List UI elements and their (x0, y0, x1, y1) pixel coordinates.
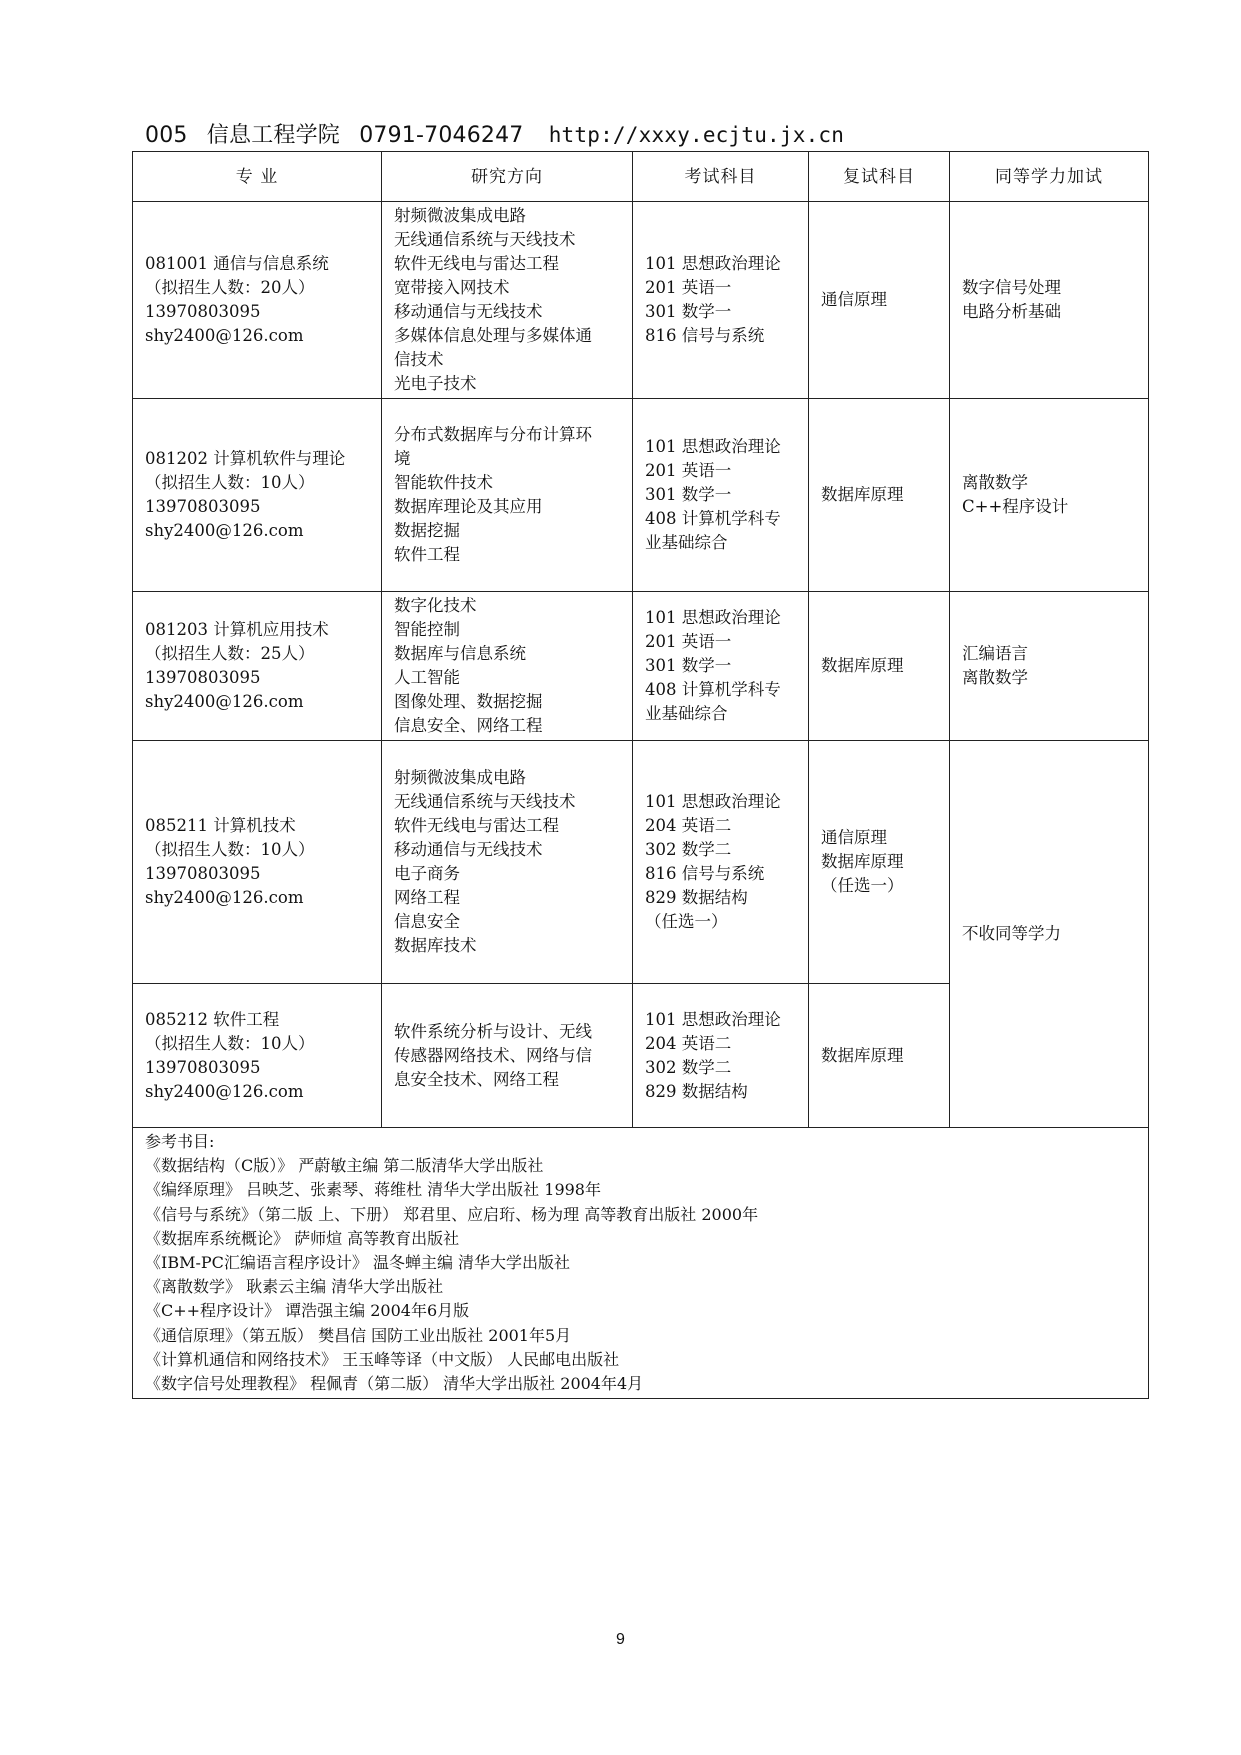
direction-item: 分布式数据库与分布计算环 (394, 425, 592, 444)
major-phone: 13970803095 (145, 864, 261, 883)
exam-item: 201 英语一 (645, 461, 732, 480)
direction-item: 无线通信系统与天线技术 (394, 792, 576, 811)
exam-item: 301 数学一 (645, 485, 732, 504)
direction-item: 信技术 (394, 350, 444, 369)
table-row (133, 202, 1149, 399)
direction-cell (382, 202, 633, 399)
exam-item: 101 思想政治理论 (645, 608, 781, 627)
retest-item: 数据库原理 (821, 656, 904, 675)
reference-item: 《数据库系统概论》 萨师煊 高等教育出版社 (145, 1228, 460, 1248)
exam-item: 829 数据结构 (645, 1081, 748, 1101)
equivalent-item: C++程序设计 (962, 497, 1069, 516)
direction-item: 移动通信与无线技术 (394, 302, 543, 321)
direction-item: 网络工程 (394, 888, 460, 907)
direction-cell (382, 741, 633, 984)
references-row (133, 1128, 1149, 1399)
reference-item: 《编绎原理》 吕映芝、张素琴、蒋维杜 清华大学出版社 1998年 (145, 1180, 601, 1200)
reference-item: 《C++程序设计》 谭浩强主编 2004年6月版 (145, 1301, 470, 1321)
exam-item: 302 数学二 (645, 1057, 732, 1077)
retest-item: 数据库原理 (821, 485, 904, 504)
retest-cell (809, 984, 950, 1128)
major-email: shy2400@126.com (145, 692, 304, 711)
exam-item: 408 计算机学科专 (645, 509, 781, 528)
direction-item: 人工智能 (394, 668, 460, 687)
major-phone: 13970803095 (145, 497, 261, 516)
retest-cell (809, 741, 950, 984)
reference-item: 《信号与系统》（第二版 上、下册） 郑君里、应启珩、杨为理 高等教育出版社 2000年 (145, 1204, 759, 1224)
header-row (133, 152, 1149, 202)
reference-item: 《IBM-PC汇编语言程序设计》 温冬蝉主编 清华大学出版社 (145, 1253, 571, 1273)
col-header-equivalent: 同等学力加试 (950, 152, 1149, 202)
major-name: 081202 计算机软件与理论 (145, 449, 346, 468)
retest-item: 通信原理 (821, 290, 887, 309)
major-cell (133, 984, 382, 1128)
major-cell (133, 399, 382, 592)
major-quota: （拟招生人数：20人） (145, 278, 315, 297)
major-name: 085212 软件工程 (145, 1009, 280, 1029)
direction-item: 数据挖掘 (394, 521, 460, 540)
exam-cell (633, 399, 809, 592)
direction-item: 宽带接入网技术 (394, 278, 510, 297)
direction-item: 射频微波集成电路 (394, 768, 526, 787)
equivalent-item: 离散数学 (962, 668, 1028, 687)
table-row (133, 399, 1149, 592)
major-email: shy2400@126.com (145, 888, 304, 907)
exam-item: 301 数学一 (645, 302, 732, 321)
direction-item: 传感器网络技术、网络与信 (394, 1045, 592, 1065)
col-header-direction: 研究方向 (382, 152, 633, 202)
direction-item: 数字化技术 (394, 596, 477, 615)
reference-item: 《数字信号处理教程》 程佩青（第二版） 清华大学出版社 2004年4月 (145, 1374, 644, 1394)
page-heading (145, 118, 844, 149)
retest-cell (809, 202, 950, 399)
major-phone: 13970803095 (145, 302, 261, 321)
admissions-table (132, 151, 1149, 1399)
direction-item: 息安全技术、网络工程 (394, 1069, 559, 1089)
retest-item: 通信原理 (821, 828, 887, 847)
college-code: 005 (145, 123, 188, 148)
col-header-retest: 复试科目 (809, 152, 950, 202)
reference-item: 《通信原理》（第五版） 樊昌信 国防工业出版社 2001年5月 (145, 1325, 572, 1345)
direction-item: 图像处理、数据挖掘 (394, 692, 543, 711)
major-cell (133, 592, 382, 741)
major-email: shy2400@126.com (145, 521, 304, 540)
exam-item: 101 思想政治理论 (645, 792, 781, 811)
direction-cell (382, 984, 633, 1128)
major-quota: （拟招生人数：25人） (145, 644, 315, 663)
reference-item: 《数据结构（C版）》 严蔚敏主编 第二版清华大学出版社 (145, 1156, 544, 1176)
direction-item: 多媒体信息处理与多媒体通 (394, 326, 592, 345)
exam-item: 业基础综合 (645, 704, 728, 723)
exam-item: 829 数据结构 (645, 888, 748, 907)
equivalent-cell (950, 399, 1149, 592)
exam-item: 204 英语二 (645, 816, 732, 835)
college-phone: 0791-7046247 (359, 123, 524, 148)
equivalent-item: 离散数学 (962, 473, 1028, 492)
equivalent-item: 不收同等学力 (962, 924, 1061, 943)
direction-item: 境 (394, 449, 411, 468)
exam-item: 302 数学二 (645, 840, 732, 859)
exam-item: 201 英语一 (645, 632, 732, 651)
equivalent-item: 数字信号处理 (962, 278, 1061, 297)
direction-item: 电子商务 (394, 864, 460, 883)
direction-cell (382, 399, 633, 592)
direction-item: 数据库理论及其应用 (394, 497, 543, 516)
major-quota: （拟招生人数：10人） (145, 1033, 315, 1053)
reference-item: 《计算机通信和网络技术》 王玉峰等译（中文版） 人民邮电出版社 (145, 1349, 620, 1369)
col-header-major: 专 业 (133, 152, 382, 202)
retest-cell (809, 399, 950, 592)
equivalent-cell (950, 741, 1149, 1128)
retest-item: 数据库原理 (821, 1045, 904, 1065)
exam-item: 101 思想政治理论 (645, 1009, 781, 1029)
equivalent-cell (950, 592, 1149, 741)
exam-item: 204 英语二 (645, 1033, 732, 1053)
retest-item: 数据库原理 (821, 852, 904, 871)
exam-item: 201 英语一 (645, 278, 732, 297)
exam-item: 101 思想政治理论 (645, 254, 781, 273)
exam-cell (633, 741, 809, 984)
reference-item: 《离散数学》 耿素云主编 清华大学出版社 (145, 1277, 444, 1297)
retest-item: （任选一） (821, 876, 904, 895)
direction-item: 智能软件技术 (394, 473, 493, 492)
references-title: 参考书目: (145, 1132, 215, 1151)
direction-item: 信息安全、网络工程 (394, 716, 543, 735)
direction-item: 光电子技术 (394, 374, 477, 393)
direction-item: 软件无线电与雷达工程 (394, 816, 559, 835)
exam-cell (633, 984, 809, 1128)
equivalent-item: 汇编语言 (962, 644, 1028, 663)
college-url: http://xxxy.ecjtu.jx.cn (548, 123, 845, 147)
major-cell (133, 202, 382, 399)
major-quota: （拟招生人数：10人） (145, 840, 315, 859)
college-name: 信息工程学院 (206, 123, 340, 148)
exam-cell (633, 592, 809, 741)
references-cell (133, 1128, 1149, 1399)
direction-item: 射频微波集成电路 (394, 206, 526, 225)
exam-item: 408 计算机学科专 (645, 680, 781, 699)
major-cell (133, 741, 382, 984)
exam-item: （任选一） (645, 912, 728, 931)
direction-item: 信息安全 (394, 912, 460, 931)
table-row (133, 741, 1149, 984)
exam-item: 816 信号与系统 (645, 864, 765, 883)
direction-item: 数据库技术 (394, 936, 477, 955)
major-phone: 13970803095 (145, 1057, 261, 1077)
direction-item: 无线通信系统与天线技术 (394, 230, 576, 249)
direction-item: 移动通信与无线技术 (394, 840, 543, 859)
exam-item: 业基础综合 (645, 533, 728, 552)
exam-item: 816 信号与系统 (645, 326, 765, 345)
page-number: 9 (616, 1631, 625, 1648)
direction-item: 数据库与信息系统 (394, 644, 526, 663)
equivalent-item: 电路分析基础 (962, 302, 1061, 321)
table-row (133, 592, 1149, 741)
direction-cell (382, 592, 633, 741)
exam-item: 301 数学一 (645, 656, 732, 675)
col-header-exam: 考试科目 (633, 152, 809, 202)
major-name: 085211 计算机技术 (145, 816, 296, 835)
direction-item: 智能控制 (394, 620, 460, 639)
retest-cell (809, 592, 950, 741)
major-phone: 13970803095 (145, 668, 261, 687)
equivalent-cell (950, 202, 1149, 399)
exam-cell (633, 202, 809, 399)
major-name: 081001 通信与信息系统 (145, 254, 329, 273)
direction-item: 软件系统分析与设计、无线 (394, 1021, 592, 1041)
major-name: 081203 计算机应用技术 (145, 620, 329, 639)
major-email: shy2400@126.com (145, 326, 304, 345)
major-email: shy2400@126.com (145, 1081, 304, 1101)
major-quota: （拟招生人数：10人） (145, 473, 315, 492)
direction-item: 软件工程 (394, 545, 460, 564)
exam-item: 101 思想政治理论 (645, 437, 781, 456)
direction-item: 软件无线电与雷达工程 (394, 254, 559, 273)
